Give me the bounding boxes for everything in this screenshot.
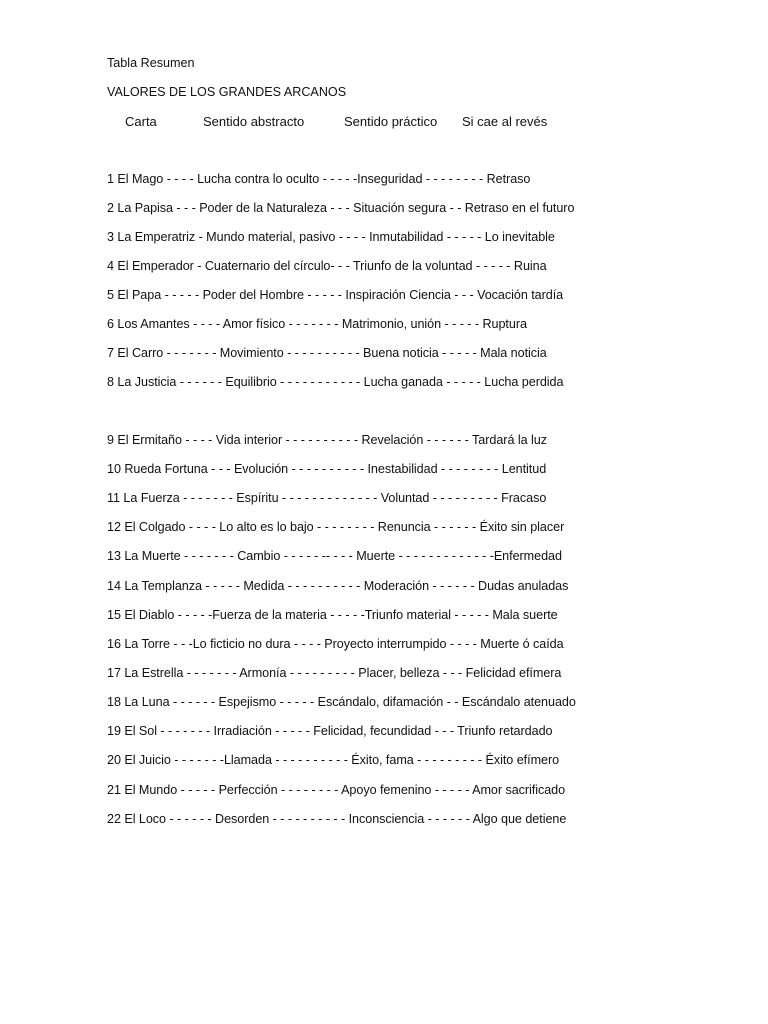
table-row: 4 El Emperador - Cuaternario del círculo- - - Triunfo de la voluntad - - - - - Ruina bbox=[107, 259, 547, 273]
table-row: 20 El Juicio - - - - - - -Llamada - - - - - - - - - - Éxito, fama - - - - - - - - - Éxito efímero bbox=[107, 753, 560, 767]
table-row: 6 Los Amantes - - - - Amor físico - - - - - - - Matrimonio, unión - - - - - Ruptura bbox=[107, 317, 527, 331]
column-header-si-cae-al-reves: Si cae al revés bbox=[462, 114, 548, 129]
table-row: 7 El Carro - - - - - - - Movimiento - - - - - - - - - - Buena noticia - - - - - Mala noticia bbox=[107, 346, 547, 360]
table-row: 8 La Justicia - - - - - - Equilibrio - - - - - - - - - - - Lucha ganada - - - - - Lucha perdida bbox=[107, 375, 564, 389]
document-title: Tabla Resumen bbox=[107, 56, 195, 70]
table-row: 16 La Torre - - -Lo ficticio no dura - - - - Proyecto interrumpido - - - - Muerte ó caída bbox=[107, 637, 564, 651]
column-header-carta: Carta bbox=[125, 114, 157, 129]
table-row: 1 El Mago - - - - Lucha contra lo oculto - - - - -Inseguridad - - - - - - - - Retraso bbox=[107, 172, 531, 186]
table-row: 21 El Mundo - - - - - Perfección - - - - - - - - Apoyo femenino - - - - - Amor sacrificado bbox=[107, 783, 566, 797]
table-row: 2 La Papisa - - - Poder de la Naturaleza - - - Situación segura - - Retraso en el futuro bbox=[107, 201, 575, 215]
table-row: 15 El Diablo - - - - -Fuerza de la materia - - - - -Triunfo material - - - - - Mala suerte bbox=[107, 608, 558, 622]
table-row: 18 La Luna - - - - - - Espejismo - - - - - Escándalo, difamación - - Escándalo atenuado bbox=[107, 695, 576, 709]
table-row: 13 La Muerte - - - - - - - Cambio - - - - - -- - - - Muerte - - - - - - - - - - - - -Enfermedad bbox=[107, 549, 562, 563]
document-subtitle: VALORES DE LOS GRANDES ARCANOS bbox=[107, 85, 347, 99]
table-row: 12 El Colgado - - - - Lo alto es lo bajo - - - - - - - - Renuncia - - - - - - Éxito sin placer bbox=[107, 520, 565, 534]
table-row: 22 El Loco - - - - - - Desorden - - - - - - - - - - Inconsciencia - - - - - - Algo que detiene bbox=[107, 812, 567, 826]
table-row: 10 Rueda Fortuna - - - Evolución - - - - - - - - - - Inestabilidad - - - - - - - - Lentitud bbox=[107, 462, 547, 476]
table-row: 9 El Ermitaño - - - - Vida interior - - - - - - - - - - Revelación - - - - - - Tardará la luz bbox=[107, 433, 547, 447]
table-row: 5 El Papa - - - - - Poder del Hombre - - - - - Inspiración Ciencia - - - Vocación tardía bbox=[107, 288, 564, 302]
table-row: 14 La Templanza - - - - - Medida - - - - - - - - - - Moderación - - - - - - Dudas anuladas bbox=[107, 579, 569, 593]
table-row: 3 La Emperatriz - Mundo material, pasivo - - - - Inmutabilidad - - - - - Lo inevitable bbox=[107, 230, 555, 244]
column-header-sentido-abstracto: Sentido abstracto bbox=[203, 114, 305, 129]
table-row: 17 La Estrella - - - - - - - Armonía - - - - - - - - - Placer, belleza - - - Felicidad efímera bbox=[107, 666, 562, 680]
table-row: 11 La Fuerza - - - - - - - Espíritu - - - - - - - - - - - - - Voluntad - - - - - - - - - Fracaso bbox=[107, 491, 547, 505]
column-header-sentido-practico: Sentido práctico bbox=[344, 114, 438, 129]
table-row: 19 El Sol - - - - - - - Irradiación - - - - - Felicidad, fecundidad - - - Triunfo retardado bbox=[107, 724, 553, 738]
